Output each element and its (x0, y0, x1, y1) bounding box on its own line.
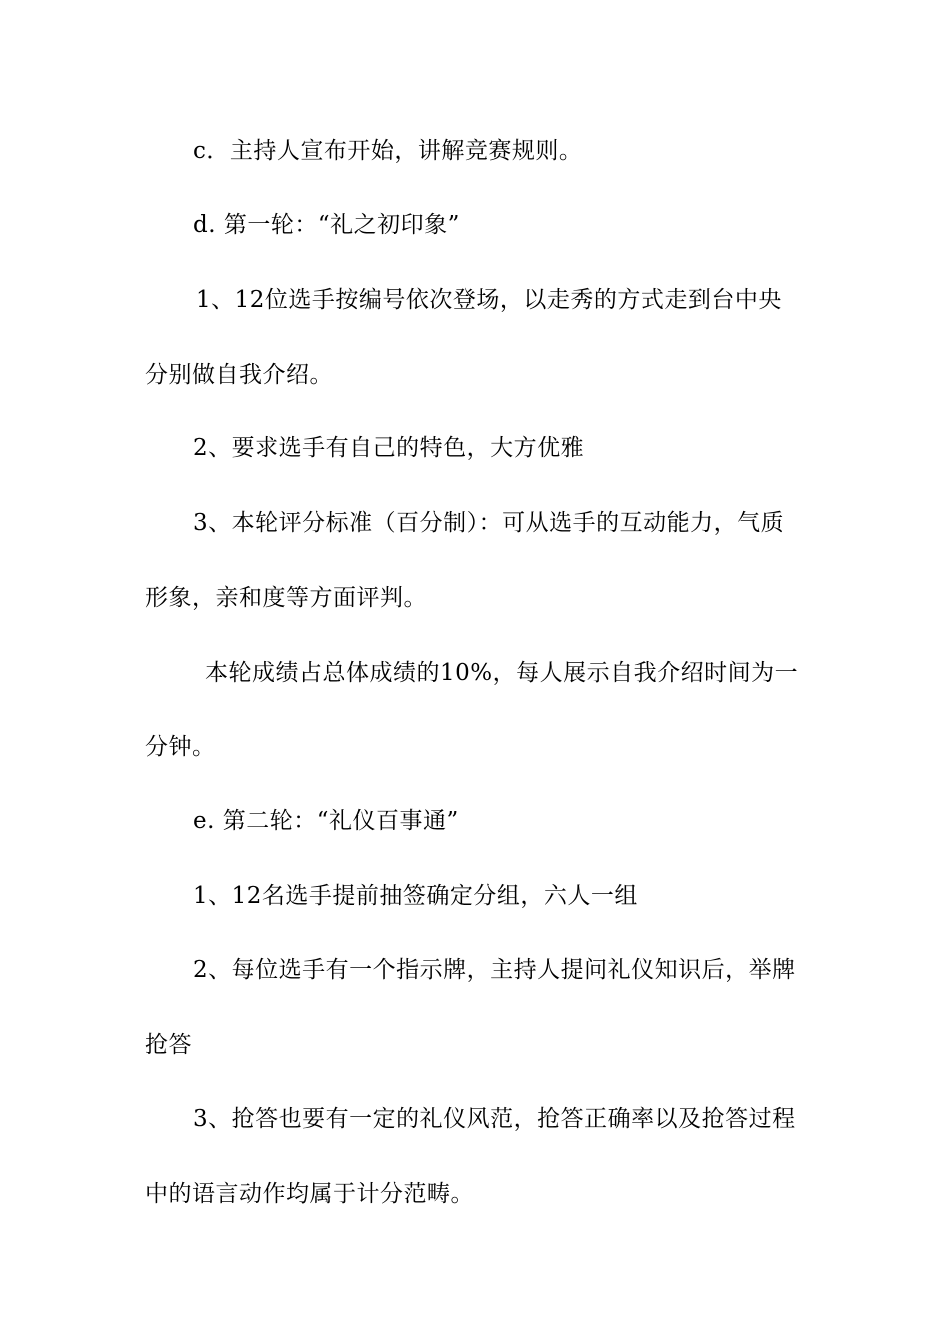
round-two-item-2-cont: 抢答 (145, 1032, 192, 1058)
round-two-item-3: 3、抢答也要有一定的礼仪风范，抢答正确率以及抢答过程 (193, 1106, 796, 1132)
round-two-heading: e. 第二轮：“礼仪百事通” (193, 808, 459, 834)
round-two-item-2: 2、每位选手有一个指示牌，主持人提问礼仪知识后，举牌 (193, 957, 796, 983)
round-two-item-1: 1、12名选手提前抽签确定分组，六人一组 (193, 883, 638, 909)
round-one-item-3: 3、本轮评分标准（百分制）：可从选手的互动能力，气质 (193, 510, 785, 536)
round-one-item-1: 1、12位选手按编号依次登场，以走秀的方式走到台中央 (196, 287, 782, 313)
round-one-weight: 本轮成绩占总体成绩的10%，每人展示自我介绍时间为一 (205, 660, 799, 686)
round-one-item-1-cont: 分别做自我介绍。 (145, 362, 333, 388)
round-one-item-3-cont: 形象，亲和度等方面评判。 (145, 585, 427, 611)
round-two-item-3-cont: 中的语言动作均属于计分范畴。 (145, 1181, 474, 1207)
round-one-heading: d. 第一轮：“礼之初印象” (193, 212, 460, 238)
round-one-item-2: 2、要求选手有自己的特色，大方优雅 (193, 435, 585, 461)
round-one-weight-cont: 分钟。 (145, 734, 216, 760)
rules-intro-line: c．主持人宣布开始，讲解竞赛规则。 (193, 138, 583, 164)
